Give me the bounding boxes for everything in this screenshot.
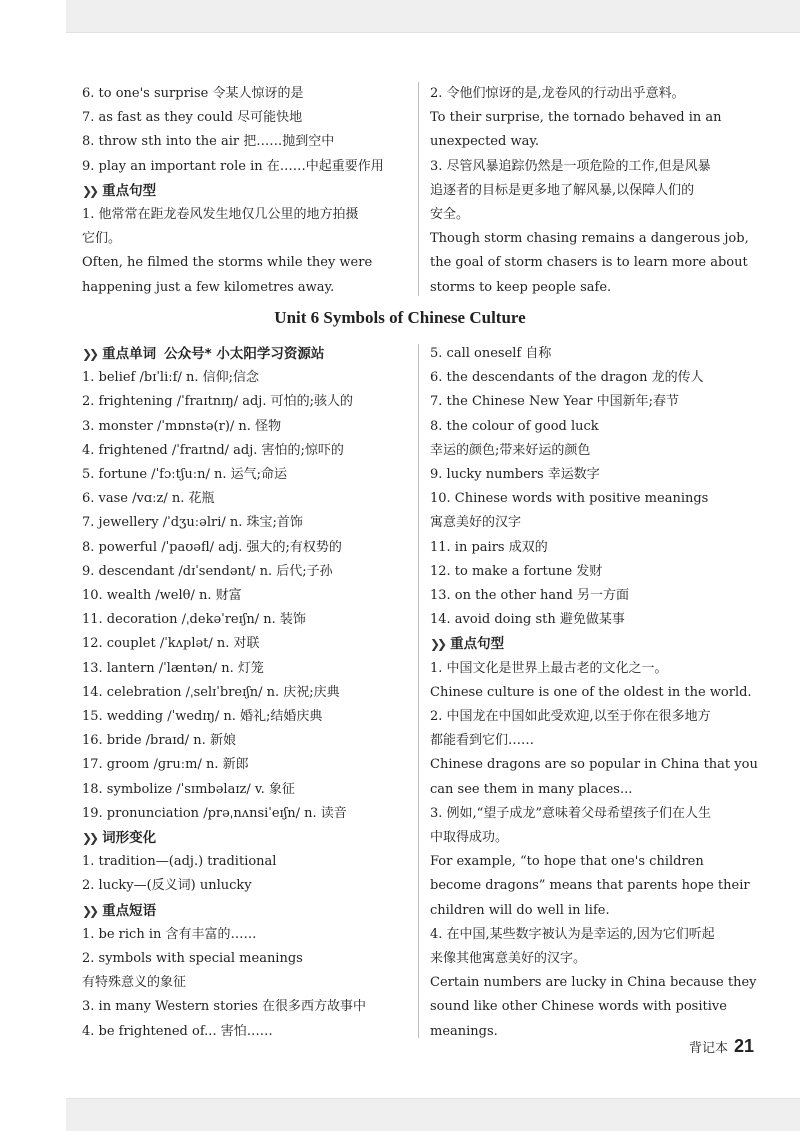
vocab-item: 13. lantern /ˈlæntən/ n. 灯笼 (82, 660, 264, 676)
section-heading-sentences: ❯❯ 重点句型 (430, 636, 505, 653)
vocab-item: 10. wealth /welθ/ n. 财富 (82, 588, 242, 604)
sentence-line: unexpected way. (430, 134, 540, 150)
unit-title: Unit 6 Symbols of Chinese Culture (274, 308, 526, 327)
sentence-line: 都能看到它们…… (430, 733, 535, 749)
phrase-item: 14. avoid doing sth 避免做某事 (430, 612, 625, 628)
vocab-item: 15. wedding /ˈwedɪŋ/ n. 婚礼;结婚庆典 (82, 709, 323, 725)
sentence-line: 中取得成功。 (430, 830, 509, 846)
sentence-line: Chinese dragons are so popular in China that you (430, 757, 758, 773)
vocab-item: 6. vase /vɑːz/ n. 花瓶 (82, 491, 215, 507)
sentence-line: 1. 他常常在距龙卷风发生地仅几公里的地方拍摄 (82, 207, 359, 223)
sentence-line: 安全。 (430, 207, 470, 223)
vocab-item: 4. frightened /ˈfraɪtnd/ adj. 害怕的;惊吓的 (82, 442, 344, 458)
sentence-line: 1. 中国文化是世界上最古老的文化之一。 (430, 660, 668, 676)
section-heading-sentences-top: ❯❯ 重点句型 (82, 182, 157, 199)
chevron-double-icon: ❯❯ (82, 831, 97, 846)
vocab-item: 16. bride /braɪd/ n. 新娘 (82, 733, 236, 749)
sentence-line: 2. 令他们惊讶的是,龙卷风的行动出乎意料。 (430, 86, 685, 101)
sentence-line: 它们。 (82, 231, 122, 247)
phrase-item: 6. the descendants of the dragon 龙的传人 (430, 370, 704, 386)
sentence-line: storms to keep people safe. (430, 279, 612, 295)
phrase-item: 12. to make a fortune 发财 (430, 563, 603, 579)
sentence-line: can see them in many places... (430, 781, 633, 797)
sentence-line: To their surprise, the tornado behaved in an (430, 110, 722, 126)
sentence-line: 追逐者的目标是更多地了解风暴,以保障人们的 (430, 182, 695, 198)
vocab-item: 14. celebration /ˌselɪˈbreɪʃn/ n. 庆祝;庆典 (82, 684, 340, 700)
vocab-item: 18. symbolize /ˈsɪmbəlaɪz/ v. 象征 (82, 781, 295, 797)
bottom-scan-band (66, 1098, 800, 1131)
section-heading-phrases: ❯❯ 重点短语 (82, 902, 157, 919)
page-number: 21 (733, 1036, 754, 1056)
sentence-line: sound like other Chinese words with positive (430, 999, 727, 1015)
sentence-line: For example, “to hope that one's children (430, 854, 704, 870)
sentence-line: Often, he filmed the storms while they were (82, 255, 373, 271)
sentence-line: Chinese culture is one of the oldest in the world. (430, 684, 752, 700)
sentence-line: 3. 尽管风暴追踪仍然是一项危险的工作,但是风暴 (430, 158, 711, 174)
phrase-item: 6. to one's surprise 令某人惊讶的是 (82, 86, 304, 101)
sentence-line: 4. 在中国,某些数字被认为是幸运的,因为它们听起 (430, 926, 715, 942)
phrase-item: 8. throw sth into the air 把……抛到空中 (82, 134, 335, 150)
sentence-line: become dragons” means that parents hope their (430, 878, 750, 894)
vocab-item: 9. descendant /dɪˈsendənt/ n. 后代;子孙 (82, 563, 333, 579)
phrase-item: 3. in many Western stories 在很多西方故事中 (82, 999, 367, 1015)
chevron-double-icon: ❯❯ (82, 347, 97, 361)
vocab-item: 17. groom /ɡruːm/ n. 新郎 (82, 757, 249, 773)
phrase-item: 2. symbols with special meanings (82, 951, 303, 967)
chevron-double-icon: ❯❯ (430, 637, 445, 652)
sentence-line: 来像其他寓意美好的汉字。 (430, 951, 587, 967)
footer-label: 背记本 (688, 1041, 728, 1056)
vocab-item: 3. monster /ˈmɒnstə(r)/ n. 怪物 (82, 418, 282, 434)
chevron-double-icon: ❯❯ (82, 183, 97, 198)
vocab-item: 11. decoration /ˌdekəˈreɪʃn/ n. 装饰 (82, 612, 306, 628)
phrase-item: 5. call oneself 自称 (430, 346, 552, 361)
vocab-item: 1. belief /bɪˈliːf/ n. 信仰;信念 (82, 370, 259, 386)
phrase-item: 8. the colour of good luck (430, 418, 599, 434)
phrase-item: 1. be rich in 含有丰富的…… (82, 926, 257, 942)
word-form-item: 1. tradition—(adj.) traditional (82, 854, 277, 870)
unit-right-column (430, 342, 775, 1044)
vocab-item: 5. fortune /ˈfɔːtʃuːn/ n. 运气;命运 (82, 467, 288, 483)
unit-left-column (82, 342, 412, 1044)
sentence-line: happening just a few kilometres away. (82, 279, 335, 295)
vocab-item: 2. frightening /ˈfraɪtnɪŋ/ adj. 可怕的;骇人的 (82, 394, 353, 410)
phrase-item: 13. on the other hand 另一方面 (430, 588, 629, 604)
word-form-item: 2. lucky—(反义词) unlucky (82, 878, 252, 894)
vocab-item: 12. couplet /ˈkʌplət/ n. 对联 (82, 636, 260, 652)
sentence-line: meanings. (430, 1023, 498, 1039)
vocab-item: 19. pronunciation /prəˌnʌnsiˈeɪʃn/ n. 读音 (82, 805, 347, 821)
top-left-column (82, 82, 412, 300)
vocab-item: 8. powerful /ˈpaʊəfl/ adj. 强大的;有权势的 (82, 539, 342, 555)
phrase-item: 9. play an important role in 在……中起重要作用 (82, 158, 384, 174)
column-divider-top (418, 82, 419, 296)
sentence-line: 3. 例如,“望子成龙”意味着父母希望孩子们在人生 (430, 805, 711, 821)
phrase-item: 7. as fast as they could 尽可能快地 (82, 110, 303, 126)
sentence-line: Certain numbers are lucky in China because they (430, 975, 757, 991)
phrase-item: 11. in pairs 成双的 (430, 539, 548, 555)
sentence-line: Though storm chasing remains a dangerous job, (430, 231, 749, 247)
sentence-line: the goal of storm chasers is to learn more about (430, 255, 748, 271)
phrase-item: 4. be frightened of... 害怕…… (82, 1023, 273, 1039)
column-divider-unit (418, 344, 419, 1038)
phrase-item: 幸运的颜色;带来好运的颜色 (430, 442, 591, 458)
top-right-column (430, 82, 770, 300)
top-scan-band (66, 0, 800, 33)
section-heading-vocab: ❯❯ 重点单词 公众号* 小太阳学习资源站 (82, 346, 325, 362)
phrase-item: 9. lucky numbers 幸运数字 (430, 467, 600, 483)
vocab-item: 7. jewellery /ˈdʒuːəlri/ n. 珠宝;首饰 (82, 515, 303, 531)
phrase-item: 有特殊意义的象征 (82, 975, 187, 991)
section-heading-forms: ❯❯ 词形变化 (82, 830, 157, 847)
page-footer (689, 1036, 754, 1057)
phrase-item: 7. the Chinese New Year 中国新年;春节 (430, 394, 679, 410)
chevron-double-icon: ❯❯ (82, 903, 97, 918)
sentence-line: 2. 中国龙在中国如此受欢迎,以至于你在很多地方 (430, 709, 711, 725)
phrase-item: 10. Chinese words with positive meanings (430, 491, 709, 507)
sentence-line: children will do well in life. (430, 902, 610, 918)
phrase-item: 寓意美好的汉字 (430, 515, 522, 531)
